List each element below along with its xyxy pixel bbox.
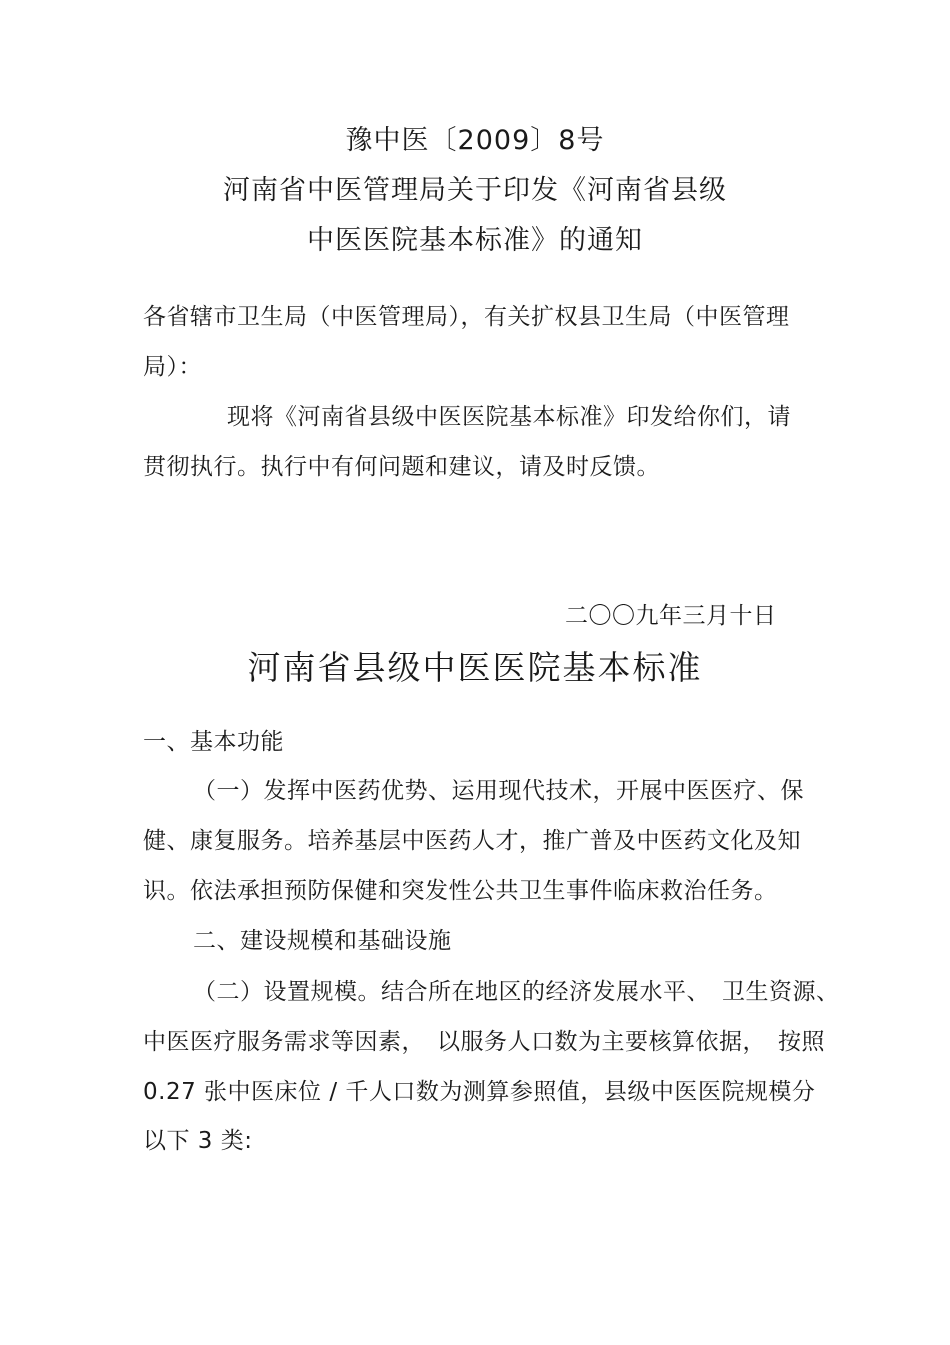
section-2-para-line-1: （二）设置规模。结合所在地区的经济发展水平、 卫生资源、 (193, 979, 840, 1005)
notice-body-line-1: 现将《河南省县级中医医院基本标准》印发给你们，请 (227, 404, 791, 430)
section-2-para-line-3: 0.27 张中医床位 / 千人口数为测算参照值，县级中医医院规模分 (143, 1079, 816, 1105)
notice-title-line-1: 河南省中医管理局关于印发《河南省县级 (223, 175, 727, 206)
section-2-heading: 二、建设规模和基础设施 (193, 928, 452, 954)
recipients-line-2: 局）： (143, 354, 202, 380)
section-2-para-line-4: 以下 3 类: (143, 1128, 253, 1154)
notice-title-line-2: 中医医院基本标准》的通知 (307, 225, 643, 256)
standard-title: 河南省县级中医医院基本标准 (247, 648, 703, 687)
recipients-line-1: 各省辖市卫生局（中医管理局），有关扩权县卫生局（中医管理 (143, 304, 790, 330)
section-2-para-line-2: 中医医疗服务需求等因素， 以服务人口数为主要核算依据， 按照 (143, 1029, 825, 1055)
section-1-para-line-2: 健、康复服务。培养基层中医药人才，推广普及中医药文化及知 (143, 828, 801, 854)
document-number: 豫中医〔2009〕8号 (345, 125, 605, 156)
issue-date: 二〇〇九年三月十日 (565, 603, 777, 629)
section-1-para-line-3: 识。依法承担预防保健和突发性公共卫生事件临床救治任务。 (143, 878, 778, 904)
notice-body-line-2: 贯彻执行。执行中有何问题和建议，请及时反馈。 (143, 454, 660, 480)
section-1-heading: 一、基本功能 (143, 729, 284, 755)
section-1-para-line-1: （一）发挥中医药优势、运用现代技术，开展中医医疗、保 (193, 778, 804, 804)
